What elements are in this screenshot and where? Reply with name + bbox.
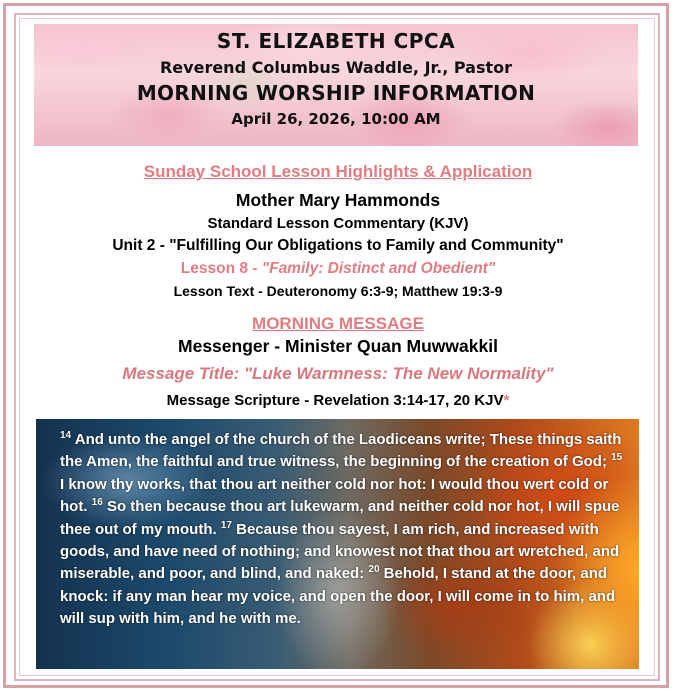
scripture-ref: Message Scripture - Revelation 3:14-17, 20 KJV [166, 392, 504, 409]
page-title: MORNING WORSHIP INFORMATION [136, 81, 536, 105]
verse-number: 17 [220, 519, 232, 531]
lesson-unit: Unit 2 - "Fulfilling Our Obligations to Family and Community" [112, 237, 564, 254]
lesson-teacher: Mother Mary Hammonds [235, 190, 441, 210]
pastor-name: Reverend Columbus Waddle, Jr., Pastor [159, 58, 513, 77]
scripture-passage [36, 419, 639, 669]
commentary-row [20, 215, 656, 232]
lesson-title [20, 260, 656, 278]
lesson-row [20, 260, 656, 278]
verse-text: So then because thou art lukewarm, and neither cold nor hot, I will spue thee out of my mouth. [60, 498, 620, 538]
verse-number: 16 [91, 497, 103, 509]
messenger-row [20, 336, 656, 357]
lesson-text: Lesson Text - Deuteronomy 6:3-9; Matthew 19:3-9 [173, 283, 503, 299]
verse-text: I know thy works, that thou art neither cold nor hot: I would thou wert cold or hot. [60, 475, 609, 516]
verse-number: 14 [60, 430, 72, 441]
message-title-row [20, 364, 656, 384]
morning-message-heading-row [20, 314, 656, 334]
message-scripture [20, 392, 656, 409]
scripture-ref-row [20, 392, 656, 409]
unit-row [20, 237, 656, 255]
verse-text: And unto the angel of the church of the Laodiceans write; These things saith the Amen, the faithful and true witness, the beginning of the creation of God; [60, 431, 622, 471]
asterisk-mark: * [503, 392, 510, 409]
church-name: ST. ELIZABETH CPCA [216, 29, 456, 53]
messenger: Messenger - Minister Quan Muwwakkil [178, 336, 498, 356]
morning-message-heading: MORNING MESSAGE [252, 314, 424, 333]
service-datetime: April 26, 2026, 10:00 AM [231, 110, 441, 128]
teacher-row [20, 190, 656, 211]
lesson-prefix: Lesson 8 - [180, 260, 262, 277]
lesson-text-row [20, 283, 656, 299]
sunday-school-heading: Sunday School Lesson Highlights & Application [143, 162, 533, 181]
lesson-name: "Family: Distinct and Obedient" [261, 260, 496, 277]
header-banner [34, 24, 638, 146]
verse-number: 20 [368, 564, 380, 576]
sunday-school-section [20, 162, 656, 182]
verse-text: Behold, I stand at the door, and knock: if any man hear my voice, and open the door, I will come in to him, and will sup with him, and he with me. [60, 565, 616, 628]
message-title: Message Title: "Luke Warmness: The New Normality" [122, 364, 554, 383]
lesson-commentary: Standard Lesson Commentary (KJV) [207, 215, 469, 232]
verse-number: 15 [611, 452, 623, 464]
verse-text: Because thou sayest, I am rich, and increased with goods, and have need of nothing; and knowest not that thou art wretched, and miserable, and poor, and blind, and naked: [60, 520, 620, 583]
